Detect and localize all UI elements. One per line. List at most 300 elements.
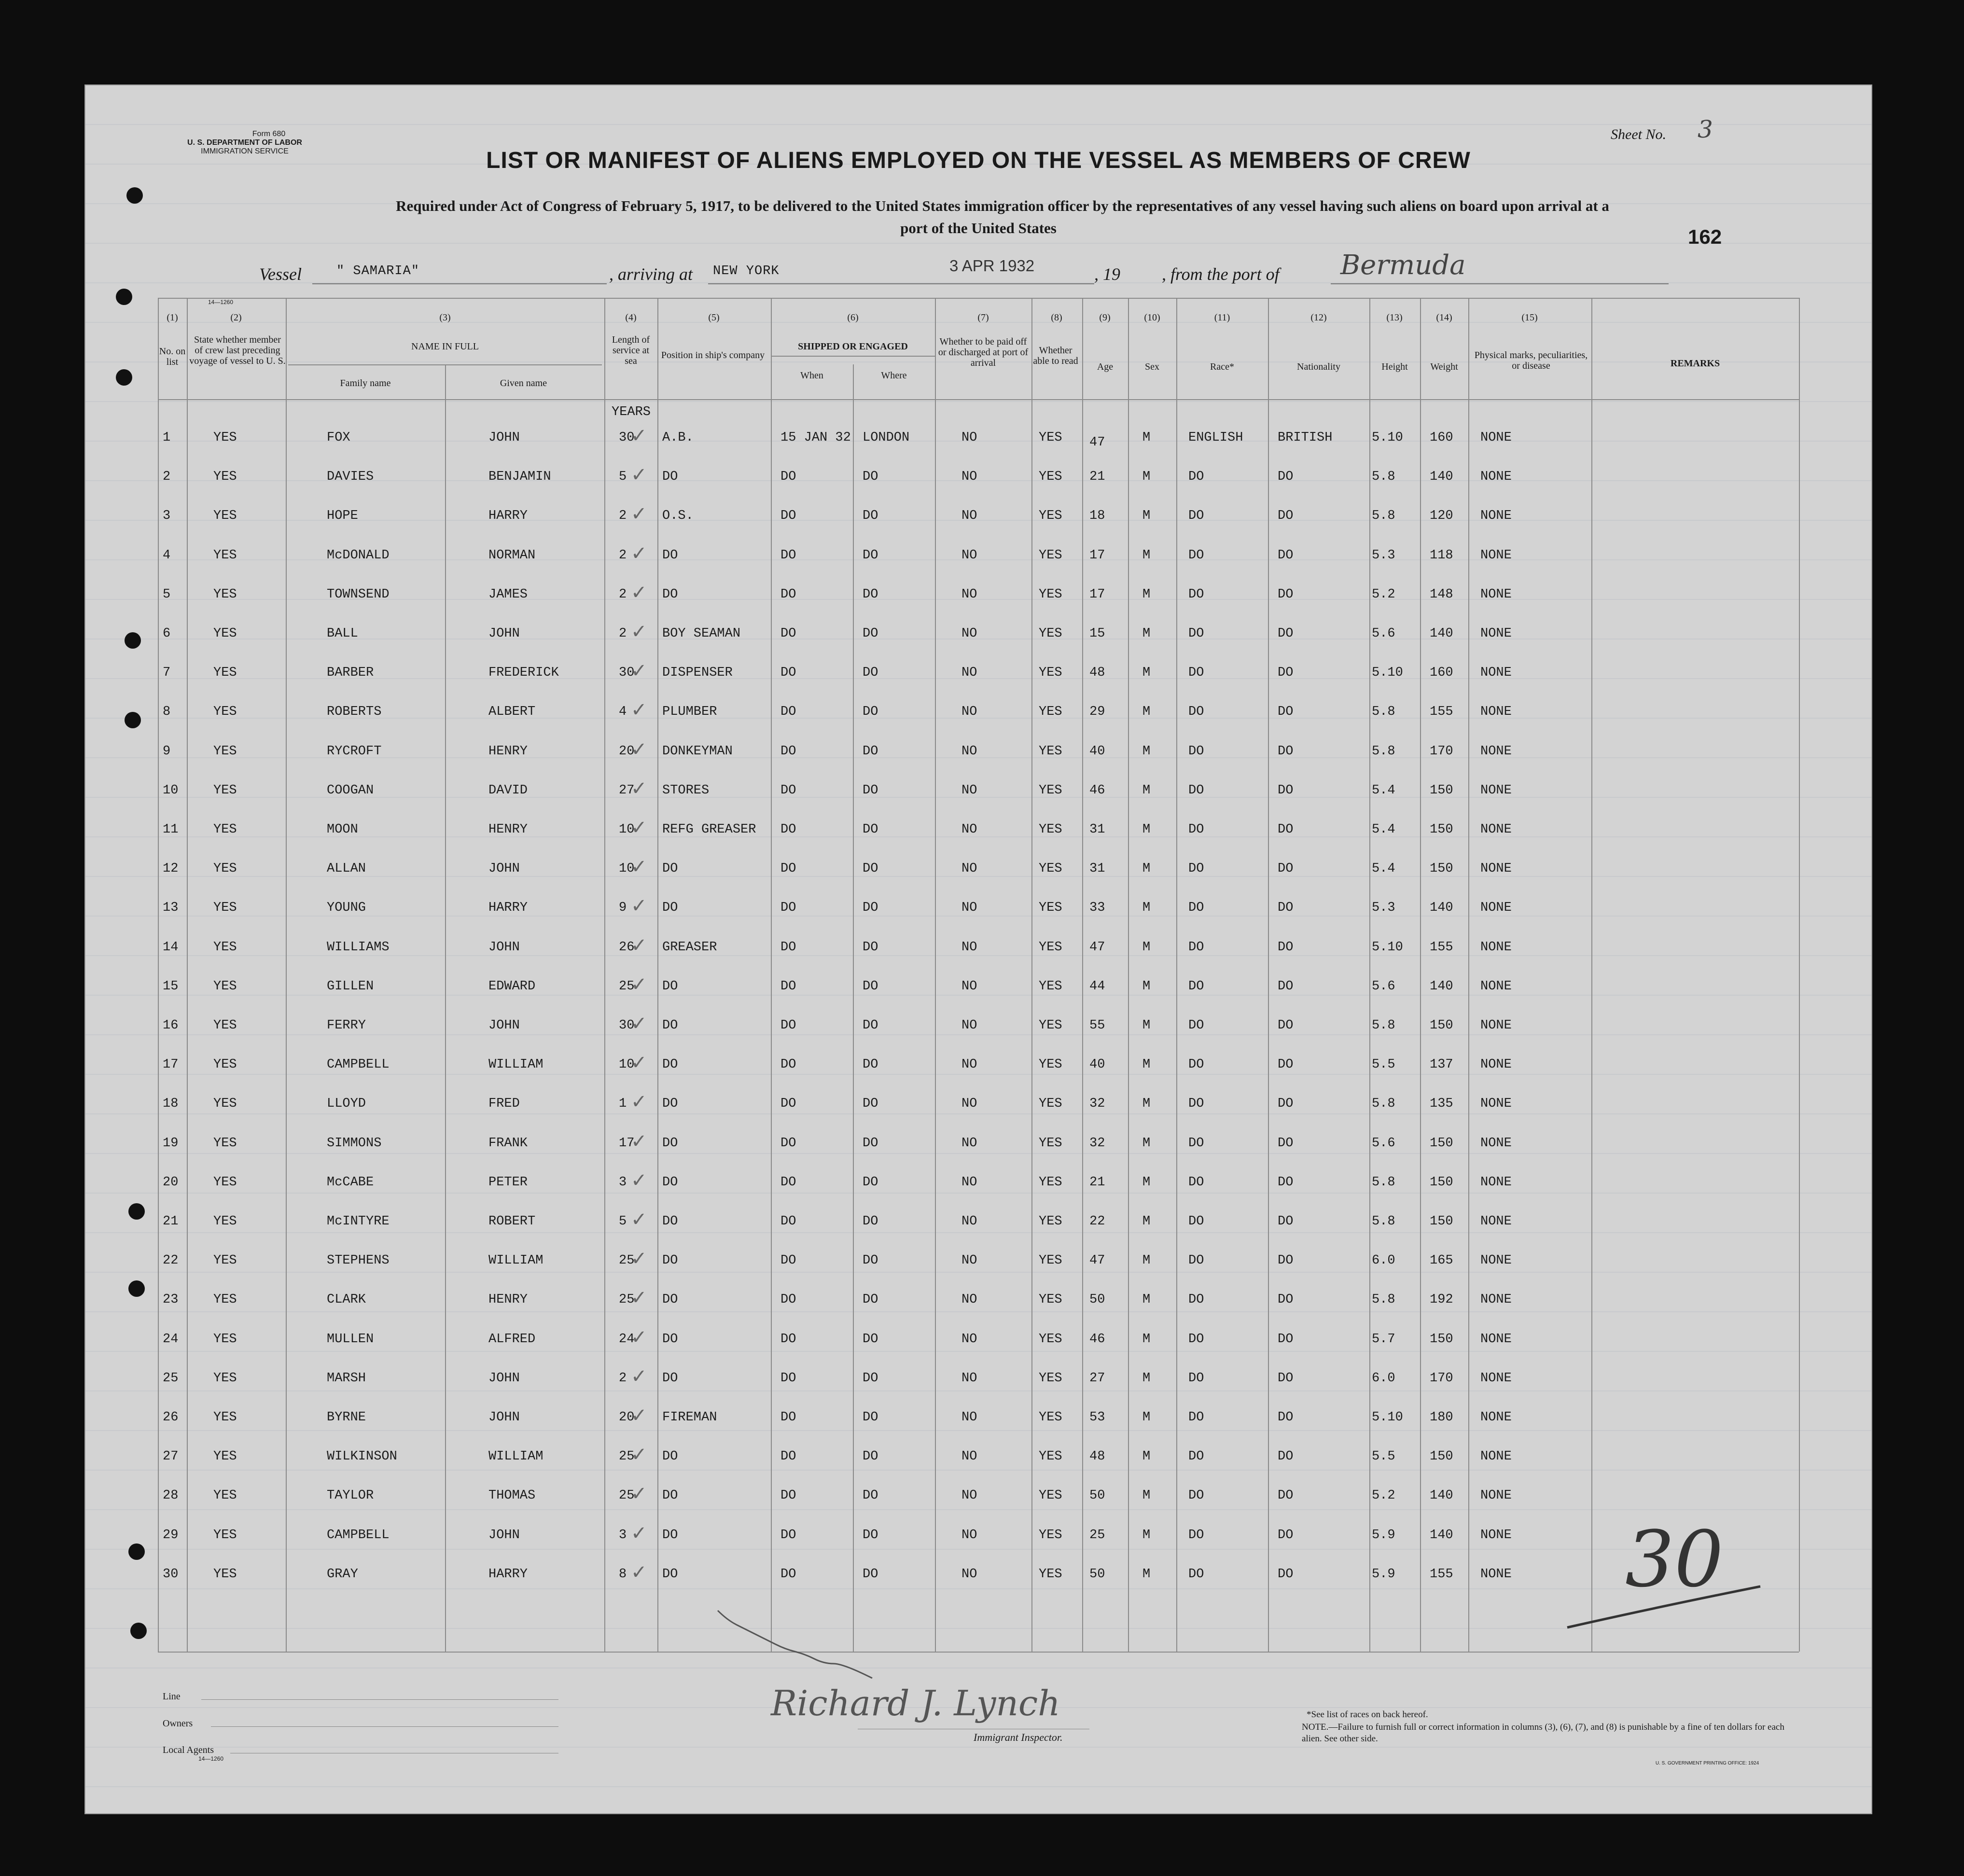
length-of-service-cell: 2: [619, 587, 627, 602]
column-number: (9): [1099, 312, 1111, 323]
check-mark-icon: ✓: [631, 582, 647, 604]
family-name-cell: CLARK: [327, 1292, 366, 1307]
physical-marks-cell: NONE: [1480, 1136, 1512, 1151]
sex-cell: M: [1142, 1097, 1151, 1111]
header-position: Position in ship's company: [661, 350, 765, 361]
able-to-read-cell: YES: [1039, 1292, 1062, 1307]
able-to-read-cell: YES: [1039, 1253, 1062, 1268]
given-name-cell: HENRY: [488, 822, 528, 837]
subtitle-line2: port of the United States: [900, 220, 1057, 236]
nationality-cell: DO: [1278, 1332, 1294, 1347]
able-to-read-cell: YES: [1039, 1371, 1062, 1386]
family-name-cell: MULLEN: [327, 1332, 374, 1347]
height-cell: 5.5: [1372, 1449, 1395, 1464]
position-cell: DO: [662, 1332, 678, 1347]
family-name-cell: GRAY: [327, 1567, 358, 1582]
nationality-cell: DO: [1278, 666, 1294, 680]
physical-marks-cell: NONE: [1480, 587, 1512, 602]
table-column-rule: [1176, 298, 1177, 1652]
height-cell: 5.8: [1372, 705, 1395, 719]
header-able-read: Whether able to read: [1033, 345, 1078, 366]
page-number: 162: [1688, 225, 1722, 248]
height-cell: 5.8: [1372, 1292, 1395, 1307]
header-weight: Weight: [1430, 361, 1458, 372]
able-to-read-cell: YES: [1039, 940, 1062, 955]
header-family-name: Family name: [340, 378, 391, 389]
check-mark-icon: ✓: [631, 1130, 647, 1153]
form-code-top: 14—1260: [208, 299, 234, 306]
able-to-read-cell: YES: [1039, 1175, 1062, 1190]
header-remarks: REMARKS: [1670, 358, 1720, 369]
check-mark-icon: ✓: [631, 542, 647, 565]
length-of-service-cell: 20: [619, 744, 635, 759]
nationality-cell: DO: [1278, 1136, 1294, 1151]
race-cell: ENGLISH: [1188, 431, 1243, 445]
table-column-rule: [1369, 298, 1370, 1652]
shipped-when-cell: DO: [780, 1097, 796, 1111]
able-to-read-cell: YES: [1039, 705, 1062, 719]
column-number: (13): [1386, 312, 1403, 323]
table-column-rule: [1468, 298, 1469, 1652]
given-name-cell: FRANK: [488, 1136, 528, 1151]
position-cell: DO: [662, 1057, 678, 1072]
form-number: Form 680: [252, 130, 286, 138]
paid-off-cell: NO: [961, 548, 977, 563]
punch-hole: [125, 632, 141, 649]
position-cell: DO: [662, 1488, 678, 1503]
position-cell: DO: [662, 1449, 678, 1464]
paid-off-cell: NO: [961, 1292, 977, 1307]
paid-off-cell: NO: [961, 1410, 977, 1425]
paid-off-cell: NO: [961, 626, 977, 641]
punch-hole: [126, 187, 143, 204]
member-prev-voyage-cell: YES: [213, 1175, 237, 1190]
table-column-rule: [604, 298, 605, 1652]
shipped-when-cell: DO: [780, 470, 796, 484]
able-to-read-cell: YES: [1039, 1136, 1062, 1151]
column-number: (8): [1051, 312, 1062, 323]
row-number-cell: 10: [163, 783, 179, 798]
given-name-cell: HARRY: [488, 901, 528, 915]
weight-cell: 150: [1430, 1332, 1453, 1347]
shipped-where-cell: DO: [863, 1057, 878, 1072]
punch-hole: [128, 1543, 145, 1560]
position-cell: BOY SEAMAN: [662, 626, 741, 641]
shipped-where-cell: DO: [863, 1371, 878, 1386]
table-column-rule: [1591, 298, 1592, 1652]
height-cell: 5.3: [1372, 901, 1395, 915]
able-to-read-cell: YES: [1039, 979, 1062, 994]
age-cell: 48: [1089, 666, 1105, 680]
paid-off-cell: NO: [961, 1097, 977, 1111]
shipped-when-cell: DO: [780, 1136, 796, 1151]
able-to-read-cell: YES: [1039, 862, 1062, 876]
physical-marks-cell: NONE: [1480, 1567, 1512, 1582]
paid-off-cell: NO: [961, 1253, 977, 1268]
weight-cell: 137: [1430, 1057, 1453, 1072]
age-cell: 47: [1089, 940, 1105, 955]
position-cell: DO: [662, 1528, 678, 1542]
member-prev-voyage-cell: YES: [213, 1292, 237, 1307]
check-mark-icon: ✓: [631, 1091, 647, 1113]
member-prev-voyage-cell: YES: [213, 1332, 237, 1347]
height-cell: 5.5: [1372, 1057, 1395, 1072]
length-of-service-cell: 25: [619, 1292, 635, 1307]
given-name-cell: HARRY: [488, 1567, 528, 1582]
race-cell: DO: [1188, 1410, 1204, 1425]
member-prev-voyage-cell: YES: [213, 979, 237, 994]
given-name-cell: ROBERT: [488, 1214, 536, 1229]
shipped-where-cell: LONDON: [863, 431, 910, 445]
family-name-cell: HOPE: [327, 509, 358, 523]
race-cell: DO: [1188, 1567, 1204, 1582]
length-of-service-cell: 17: [619, 1136, 635, 1151]
paid-off-cell: NO: [961, 901, 977, 915]
family-name-cell: ROBERTS: [327, 705, 382, 719]
length-of-service-cell: 25: [619, 1488, 635, 1503]
shipped-where-cell: DO: [863, 783, 878, 798]
row-number-cell: 20: [163, 1175, 179, 1190]
shipped-when-cell: DO: [780, 1057, 796, 1072]
weight-cell: 135: [1430, 1097, 1453, 1111]
physical-marks-cell: NONE: [1480, 1175, 1512, 1190]
family-name-cell: MOON: [327, 822, 358, 837]
length-of-service-cell: 26: [619, 940, 635, 955]
member-prev-voyage-cell: YES: [213, 901, 237, 915]
shipped-where-cell: DO: [863, 940, 878, 955]
able-to-read-cell: YES: [1039, 1214, 1062, 1229]
height-cell: 5.8: [1372, 509, 1395, 523]
member-prev-voyage-cell: YES: [213, 626, 237, 641]
weight-cell: 170: [1430, 744, 1453, 759]
shipped-when-cell: DO: [780, 862, 796, 876]
member-prev-voyage-cell: YES: [213, 431, 237, 445]
given-name-cell: JOHN: [488, 1371, 520, 1386]
length-of-service-cell: 25: [619, 1449, 635, 1464]
nationality-cell: DO: [1278, 1253, 1294, 1268]
sex-cell: M: [1142, 1018, 1151, 1033]
given-name-cell: WILLIAM: [488, 1057, 543, 1072]
punch-hole: [128, 1280, 145, 1297]
row-number-cell: 9: [163, 744, 171, 759]
family-name-cell: TOWNSEND: [327, 587, 390, 602]
table-column-rule: [1082, 298, 1083, 1652]
member-prev-voyage-cell: YES: [213, 1214, 237, 1229]
squiggle-mark: [713, 1606, 877, 1683]
position-cell: DO: [662, 587, 678, 602]
position-cell: PLUMBER: [662, 705, 717, 719]
physical-marks-cell: NONE: [1480, 1410, 1512, 1425]
race-cell: DO: [1188, 1136, 1204, 1151]
shipped-where-cell: DO: [863, 1332, 878, 1347]
row-number-cell: 29: [163, 1528, 179, 1542]
race-note: *See list of races on back hereof.: [1307, 1709, 1428, 1720]
paid-off-cell: NO: [961, 1488, 977, 1503]
physical-marks-cell: NONE: [1480, 431, 1512, 445]
shipped-where-cell: DO: [863, 862, 878, 876]
height-cell: 5.8: [1372, 1214, 1395, 1229]
family-name-cell: FERRY: [327, 1018, 366, 1033]
punch-hole: [128, 1203, 145, 1220]
given-name-cell: ALBERT: [488, 705, 536, 719]
race-cell: DO: [1188, 626, 1204, 641]
inspector-signature: Richard J. Lynch: [771, 1683, 1060, 1723]
sex-cell: M: [1142, 470, 1151, 484]
member-prev-voyage-cell: YES: [213, 470, 237, 484]
row-number-cell: 15: [163, 979, 179, 994]
table-column-rule: [1128, 298, 1129, 1652]
table-column-rule: [286, 298, 287, 1652]
able-to-read-cell: YES: [1039, 509, 1062, 523]
printer-line: U. S. GOVERNMENT PRINTING OFFICE: 1924: [1655, 1761, 1759, 1766]
sex-cell: M: [1142, 901, 1151, 915]
sex-cell: M: [1142, 979, 1151, 994]
race-cell: DO: [1188, 1371, 1204, 1386]
service-label: IMMIGRATION SERVICE: [201, 147, 289, 155]
position-cell: DO: [662, 470, 678, 484]
nationality-cell: DO: [1278, 1410, 1294, 1425]
able-to-read-cell: YES: [1039, 1332, 1062, 1347]
sex-cell: M: [1142, 1528, 1151, 1542]
nationality-cell: DO: [1278, 1567, 1294, 1582]
total-underline: [1562, 1582, 1765, 1640]
row-number-cell: 4: [163, 548, 171, 563]
header-name-in-full: NAME IN FULL: [411, 341, 479, 352]
height-cell: 5.9: [1372, 1528, 1395, 1542]
check-mark-icon: ✓: [631, 817, 647, 839]
family-name-cell: CAMPBELL: [327, 1057, 390, 1072]
given-name-cell: JOHN: [488, 431, 520, 445]
header-given-name: Given name: [500, 378, 547, 389]
member-prev-voyage-cell: YES: [213, 1567, 237, 1582]
race-cell: DO: [1188, 666, 1204, 680]
length-of-service-cell: 10: [619, 1057, 635, 1072]
shipped-where-cell: DO: [863, 822, 878, 837]
age-cell: 50: [1089, 1567, 1105, 1582]
column-number: (14): [1436, 312, 1452, 323]
shipped-where-cell: DO: [863, 1175, 878, 1190]
race-cell: DO: [1188, 862, 1204, 876]
header-length-service: Length of service at sea: [612, 334, 650, 366]
shipped-where-cell: DO: [863, 587, 878, 602]
punch-hole: [116, 289, 132, 305]
height-cell: 6.0: [1372, 1371, 1395, 1386]
row-number-cell: 8: [163, 705, 171, 719]
shipped-where-cell: DO: [863, 705, 878, 719]
check-mark-icon: ✓: [631, 1444, 647, 1466]
length-of-service-cell: 5: [619, 1214, 627, 1229]
manifest-sheet: [84, 84, 1872, 1814]
able-to-read-cell: YES: [1039, 1097, 1062, 1111]
race-cell: DO: [1188, 744, 1204, 759]
position-cell: DO: [662, 862, 678, 876]
paid-off-cell: NO: [961, 1175, 977, 1190]
age-cell: 48: [1089, 1449, 1105, 1464]
row-number-cell: 16: [163, 1018, 179, 1033]
row-number-cell: 5: [163, 587, 171, 602]
able-to-read-cell: YES: [1039, 901, 1062, 915]
given-name-cell: HENRY: [488, 744, 528, 759]
shipped-when-cell: DO: [780, 548, 796, 563]
paid-off-cell: NO: [961, 940, 977, 955]
shipped-where-cell: DO: [863, 1449, 878, 1464]
nationality-cell: DO: [1278, 901, 1294, 915]
row-number-cell: 27: [163, 1449, 179, 1464]
owners-label: Owners: [163, 1718, 193, 1729]
weight-cell: 150: [1430, 1136, 1453, 1151]
sex-cell: M: [1142, 1371, 1151, 1386]
able-to-read-cell: YES: [1039, 626, 1062, 641]
nationality-cell: DO: [1278, 862, 1294, 876]
age-cell: 25: [1089, 1528, 1105, 1542]
age-cell: 50: [1089, 1488, 1105, 1503]
given-name-cell: JOHN: [488, 626, 520, 641]
height-cell: 5.6: [1372, 1136, 1395, 1151]
weight-cell: 170: [1430, 1371, 1453, 1386]
age-cell: 44: [1089, 979, 1105, 994]
length-of-service-cell: 4: [619, 705, 627, 719]
given-name-cell: FREDERICK: [488, 666, 559, 680]
paid-off-cell: NO: [961, 1018, 977, 1033]
length-of-service-cell: 30: [619, 1018, 635, 1033]
nationality-cell: DO: [1278, 1292, 1294, 1307]
shipped-where-cell: DO: [863, 1528, 878, 1542]
header-when: When: [800, 370, 823, 381]
age-cell: 55: [1089, 1018, 1105, 1033]
nationality-cell: DO: [1278, 1528, 1294, 1542]
age-cell: 32: [1089, 1136, 1105, 1151]
height-cell: 5.8: [1372, 744, 1395, 759]
family-name-cell: ALLAN: [327, 862, 366, 876]
race-cell: DO: [1188, 979, 1204, 994]
row-number-cell: 25: [163, 1371, 179, 1386]
family-name-cell: BYRNE: [327, 1410, 366, 1425]
nationality-cell: DO: [1278, 626, 1294, 641]
position-cell: REFG GREASER: [662, 822, 756, 837]
check-mark-icon: ✓: [631, 1326, 647, 1348]
shipped-when-cell: DO: [780, 979, 796, 994]
shipped-where-cell: DO: [863, 1018, 878, 1033]
line-label: Line: [163, 1691, 181, 1702]
length-of-service-cell: 1: [619, 1097, 627, 1111]
given-name-cell: FRED: [488, 1097, 520, 1111]
physical-marks-cell: NONE: [1480, 1253, 1512, 1268]
length-of-service-cell: 30: [619, 666, 635, 680]
physical-marks-cell: NONE: [1480, 1292, 1512, 1307]
header-paid-off: Whether to be paid off or discharged at port of arrival: [938, 336, 1029, 368]
local-agents-label: Local Agents: [163, 1745, 214, 1755]
form-code-bottom: 14—1260: [198, 1755, 224, 1762]
member-prev-voyage-cell: YES: [213, 1488, 237, 1503]
shipped-where-cell: DO: [863, 744, 878, 759]
member-prev-voyage-cell: YES: [213, 705, 237, 719]
length-of-service-cell: 10: [619, 862, 635, 876]
member-prev-voyage-cell: YES: [213, 862, 237, 876]
height-cell: 6.0: [1372, 1253, 1395, 1268]
sex-cell: M: [1142, 509, 1151, 523]
weight-cell: 148: [1430, 587, 1453, 602]
family-name-cell: GILLEN: [327, 979, 374, 994]
length-of-service-cell: 25: [619, 979, 635, 994]
sex-cell: M: [1142, 705, 1151, 719]
shipped-when-cell: DO: [780, 822, 796, 837]
shipped-where-cell: DO: [863, 626, 878, 641]
paid-off-cell: NO: [961, 705, 977, 719]
family-name-cell: WILLIAMS: [327, 940, 390, 955]
check-mark-icon: ✓: [631, 973, 647, 996]
sex-cell: M: [1142, 587, 1151, 602]
row-number-cell: 1: [163, 431, 171, 445]
paid-off-cell: NO: [961, 1214, 977, 1229]
able-to-read-cell: YES: [1039, 1488, 1062, 1503]
sex-cell: M: [1142, 1488, 1151, 1503]
able-to-read-cell: YES: [1039, 548, 1062, 563]
member-prev-voyage-cell: YES: [213, 744, 237, 759]
physical-marks-cell: NONE: [1480, 862, 1512, 876]
shipped-when-cell: DO: [780, 1332, 796, 1347]
length-of-service-cell: 2: [619, 626, 627, 641]
sex-cell: M: [1142, 1057, 1151, 1072]
vessel-name: " SAMARIA": [336, 264, 420, 278]
weight-cell: 160: [1430, 431, 1453, 445]
physical-marks-cell: NONE: [1480, 1371, 1512, 1386]
table-column-rule: [853, 364, 854, 1652]
paid-off-cell: NO: [961, 822, 977, 837]
race-cell: DO: [1188, 1332, 1204, 1347]
race-cell: DO: [1188, 822, 1204, 837]
length-of-service-cell: 30: [619, 431, 635, 445]
nationality-cell: DO: [1278, 1097, 1294, 1111]
age-cell: 47: [1089, 1253, 1105, 1268]
header-sex: Sex: [1145, 361, 1159, 372]
able-to-read-cell: YES: [1039, 822, 1062, 837]
length-of-service-cell: 24: [619, 1332, 635, 1347]
paid-off-cell: NO: [961, 1528, 977, 1542]
column-number: (4): [625, 312, 637, 323]
weight-cell: 140: [1430, 901, 1453, 915]
height-cell: 5.10: [1372, 431, 1403, 445]
header-no-on-list: No. on list: [159, 346, 186, 367]
row-number-cell: 17: [163, 1057, 179, 1072]
physical-marks-cell: NONE: [1480, 1018, 1512, 1033]
age-cell: 53: [1089, 1410, 1105, 1425]
check-mark-icon: ✓: [631, 934, 647, 957]
weight-cell: 150: [1430, 822, 1453, 837]
position-cell: DO: [662, 1214, 678, 1229]
given-name-cell: BENJAMIN: [488, 470, 551, 484]
check-mark-icon: ✓: [631, 503, 647, 525]
position-cell: GREASER: [662, 940, 717, 955]
shipped-where-cell: DO: [863, 666, 878, 680]
nationality-cell: DO: [1278, 940, 1294, 955]
shipped-where-cell: DO: [863, 901, 878, 915]
year-label: , 19: [1094, 264, 1120, 284]
row-number-cell: 26: [163, 1410, 179, 1425]
position-cell: DO: [662, 901, 678, 915]
sex-cell: M: [1142, 862, 1151, 876]
check-mark-icon: ✓: [631, 425, 647, 447]
height-cell: 5.2: [1372, 587, 1395, 602]
column-number: (10): [1144, 312, 1160, 323]
physical-marks-cell: NONE: [1480, 940, 1512, 955]
length-of-service-cell: 8: [619, 1567, 627, 1582]
column-number: (1): [167, 312, 178, 323]
family-name-cell: CAMPBELL: [327, 1528, 390, 1542]
physical-marks-cell: NONE: [1480, 1449, 1512, 1464]
row-number-cell: 28: [163, 1488, 179, 1503]
table-column-rule: [935, 298, 936, 1652]
row-number-cell: 30: [163, 1567, 179, 1582]
